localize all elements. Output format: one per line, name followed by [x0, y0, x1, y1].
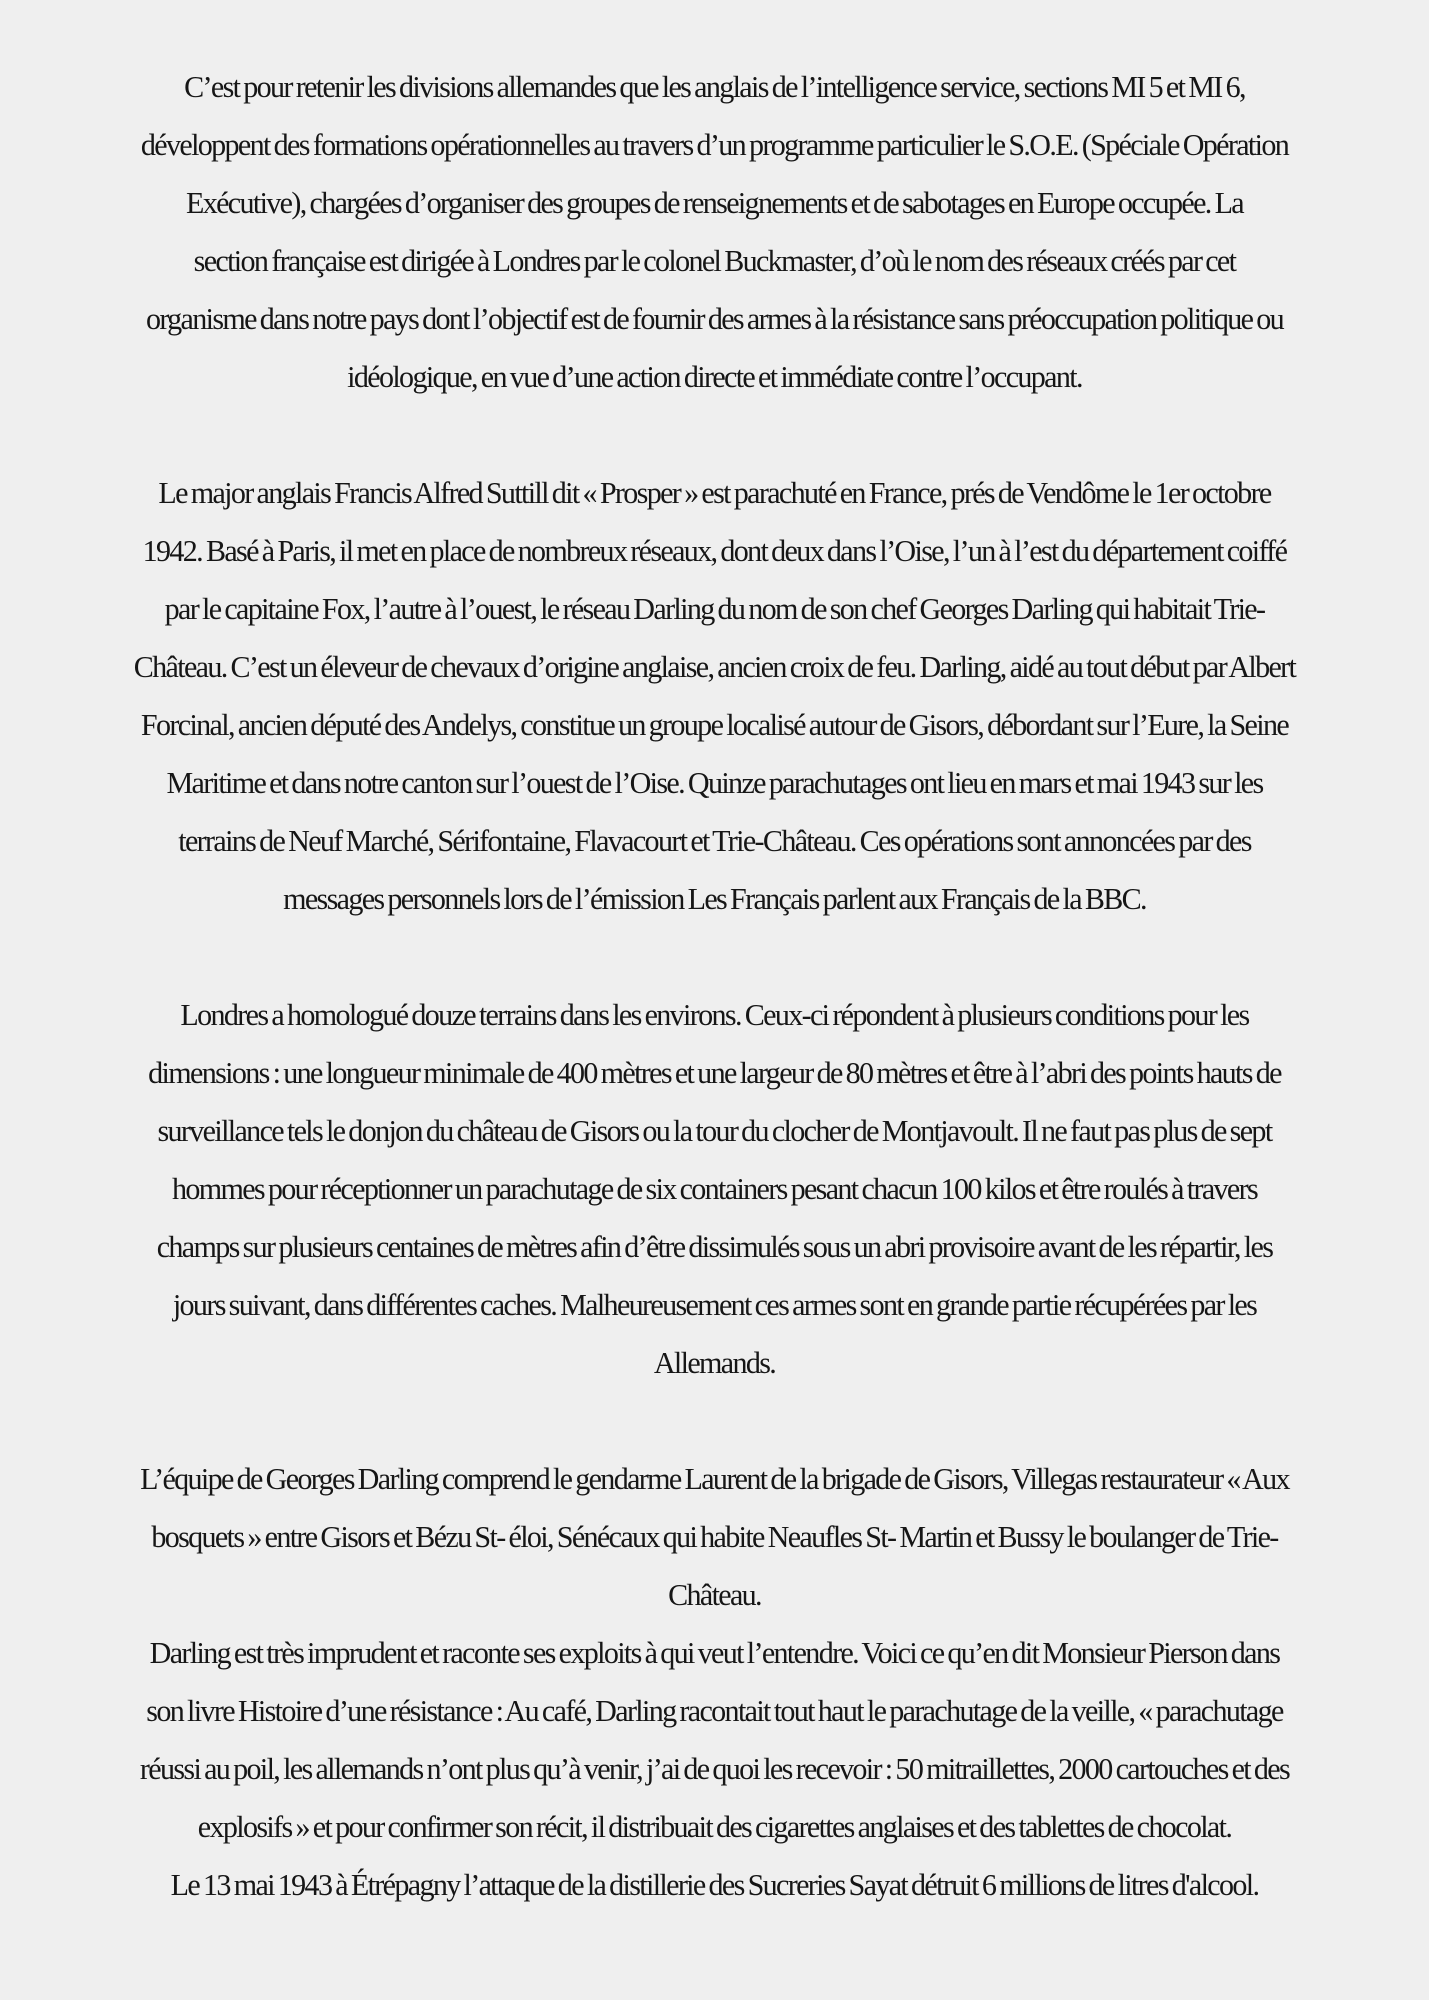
- text-line: réussi au poil, les allemands n’ont plus qu’à venir, j’ai de quoi les recevoir : 50 mitraillettes, 2000 cartouches et des: [139, 1751, 1290, 1786]
- text-line: organisme dans notre pays dont l’objectif est de fournir des armes à la résistance sans préoccupation politique ou: [145, 301, 1284, 336]
- text-line: Exécutive), chargées d’organiser des groupes de renseignements et de sabotages en Europe occupée. La: [185, 185, 1243, 220]
- text-line: Londres a homologué douze terrains dans les environs. Ceux-ci répondent à plusieurs conditions pour les: [180, 997, 1249, 1032]
- text-line: hommes pour réceptionner un parachutage de six containers pesant chacun 100 kilos et être roulés à travers: [171, 1171, 1258, 1206]
- text-line: Darling est très imprudent et raconte ses exploits à qui veut l’entendre. Voici ce qu’en dit Monsieur Pierson dans: [149, 1635, 1280, 1670]
- text-line: explosifs » et pour confirmer son récit, il distribuait des cigarettes anglaises et des tablettes de chocolat.: [197, 1809, 1232, 1844]
- text-line: champs sur plusieurs centaines de mètres afin d’être dissimulés sous un abri provisoire avant de les répartir, les: [156, 1229, 1273, 1264]
- text-line: Château.: [668, 1577, 761, 1612]
- text-line: section française est dirigée à Londres par le colonel Buckmaster, d’où le nom des réseaux créés par cet: [193, 243, 1236, 278]
- text-line: surveillance tels le donjon du château de Gisors ou la tour du clocher de Montjavoult. Il ne faut pas plus de sept: [157, 1113, 1272, 1148]
- text-line: Maritime et dans notre canton sur l’ouest de l’Oise. Quinze parachutages ont lieu en mars et mai 1943 sur les: [166, 765, 1263, 800]
- text-line: C’est pour retenir les divisions allemandes que les anglais de l’intelligence service, sections MI 5 et MI 6,: [184, 69, 1245, 104]
- paragraph-spacer: [58, 1392, 1370, 1450]
- paragraph-spacer: [58, 406, 1370, 464]
- paragraph-spacer: [58, 928, 1370, 986]
- paragraph-soe: [58, 58, 1370, 406]
- text-line: son livre Histoire d’une résistance : Au café, Darling racontait tout haut le parachutage de la veille, « parachutage: [146, 1693, 1283, 1728]
- text-line: L’équipe de Georges Darling comprend le gendarme Laurent de la brigade de Gisors, Villegas restaurateur « Aux: [140, 1461, 1289, 1496]
- text-line: Allemands.: [653, 1345, 776, 1380]
- text-line: messages personnels lors de l’émission Les Français parlent aux Français de la BBC.: [283, 881, 1146, 916]
- text-line: bosquets » entre Gisors et Bézu St- éloi, Sénécaux qui habite Neaufles St- Martin et Bussy le boulanger de Trie-: [151, 1519, 1278, 1554]
- text-line: développent des formations opérationnelles au travers d’un programme particulier le S.O.E. (Spéciale Opération: [140, 127, 1289, 162]
- text-line: 1942. Basé à Paris, il met en place de nombreux réseaux, dont deux dans l’Oise, l’un à l’est du département coiffé: [142, 533, 1287, 568]
- paragraph-equipe: [58, 1450, 1370, 1914]
- document-body: [58, 58, 1370, 1914]
- paragraph-terrains: [58, 986, 1370, 1392]
- text-line: idéologique, en vue d’une action directe et immédiate contre l’occupant.: [347, 359, 1082, 394]
- text-line: Le 13 mai 1943 à Étrépagny l’attaque de la distillerie des Sucreries Sayat détruit 6 millions de litres d'alcool.: [170, 1867, 1259, 1902]
- paragraph-prosper: [58, 464, 1370, 928]
- text-line: terrains de Neuf Marché, Sérifontaine, Flavacourt et Trie-Château. Ces opérations sont annoncées par des: [178, 823, 1251, 858]
- text-line: Château. C’est un éleveur de chevaux d’origine anglaise, ancien croix de feu. Darling, aidé au tout début par Albert: [133, 649, 1296, 684]
- text-line: dimensions : une longueur minimale de 400 mètres et une largeur de 80 mètres et être à l’abri des points hauts de: [148, 1055, 1281, 1090]
- text-line: Forcinal, ancien député des Andelys, constitue un groupe localisé autour de Gisors, débordant sur l’Eure, la Seine: [140, 707, 1289, 742]
- text-line: jours suivant, dans différentes caches. Malheureusement ces armes sont en grande partie récupérées par les: [172, 1287, 1257, 1322]
- text-line: Le major anglais Francis Alfred Suttill dit « Prosper » est parachuté en France, prés de Vendôme le 1er octobre: [158, 475, 1271, 510]
- text-line: par le capitaine Fox, l’autre à l’ouest, le réseau Darling du nom de son chef Georges Darling qui habitait Trie-: [164, 591, 1265, 626]
